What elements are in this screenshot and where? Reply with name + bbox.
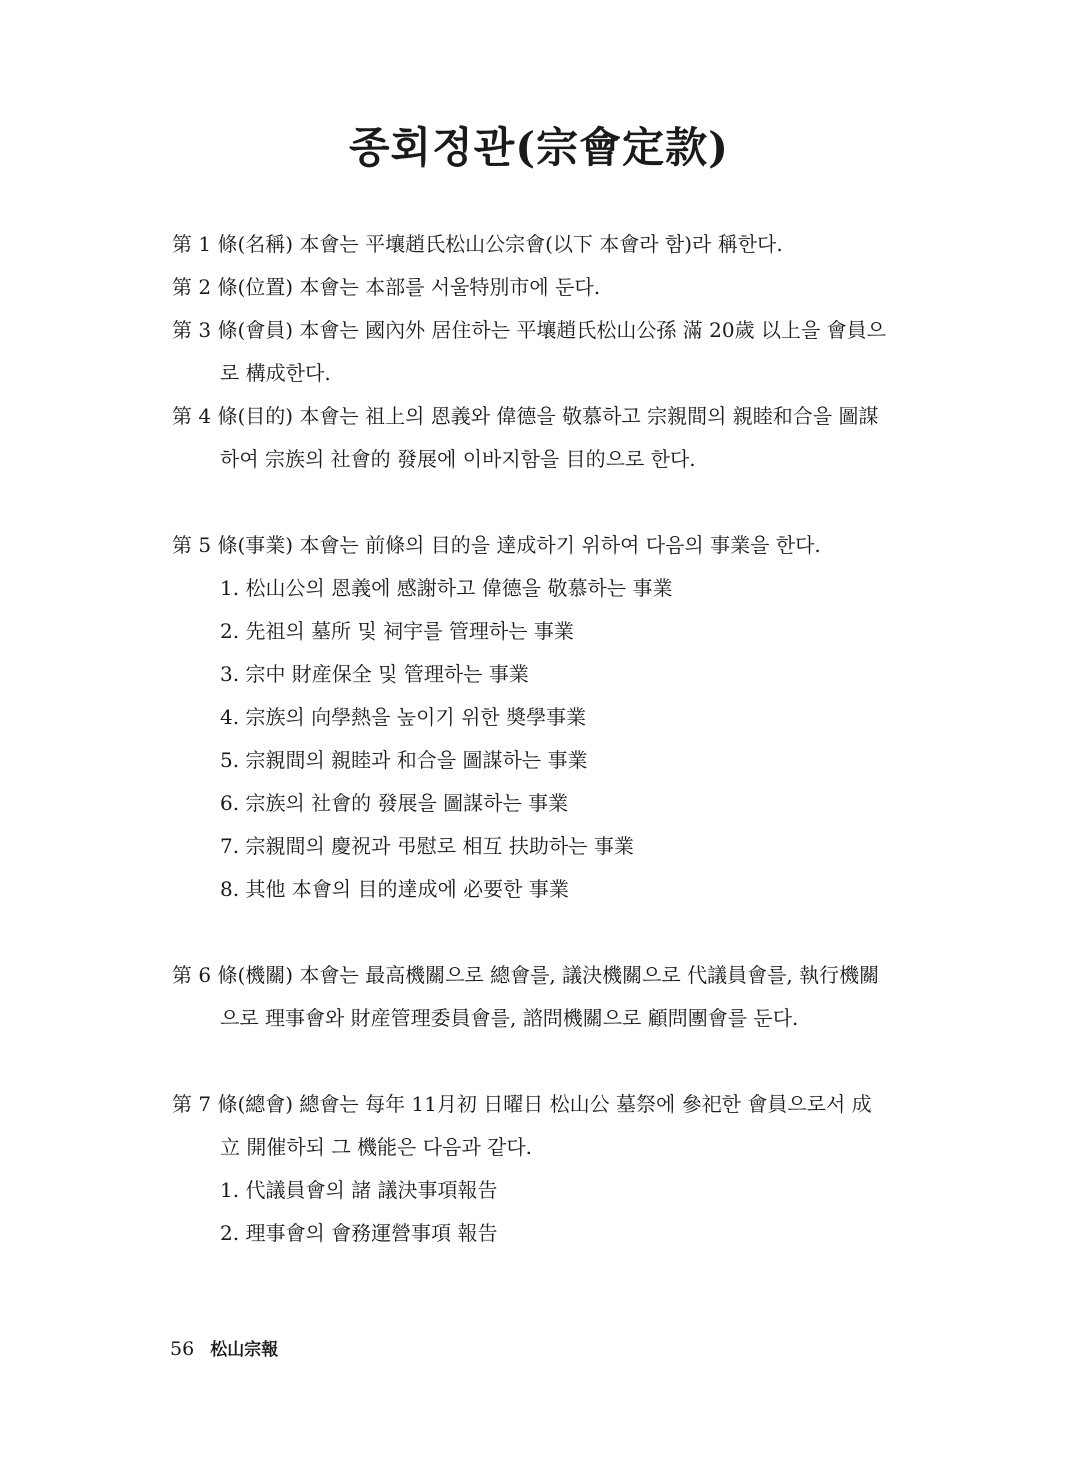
article-3-line-2: 로 構成한다. [220,361,331,385]
article-2 [172,266,912,309]
article-4 [172,395,912,481]
list-item: 2. 理事會의 會務運營事項 報告 [220,1221,498,1245]
list-item: 3. 宗中 財産保全 및 管理하는 事業 [220,662,529,686]
list-item: 7. 宗親間의 慶祝과 弔慰로 相互 扶助하는 事業 [220,834,634,858]
list-item: 4. 宗族의 向學熱을 높이기 위한 奬學事業 [220,705,587,729]
article-4-line-2: 하여 宗族의 社會的 發展에 이바지함을 目的으로 한다. [220,447,696,471]
paragraph-gap [172,481,912,524]
article-7-line-1: 第 7 條(總會) 總會는 每年 11月初 日曜日 松山公 墓祭에 參祀한 會員으로서 成 [172,1092,872,1116]
list-item: 6. 宗族의 社會的 發展을 圖謀하는 事業 [220,791,569,815]
list-item: 8. 其他 本會의 目的達成에 必要한 事業 [220,877,569,901]
article-4-line-1: 第 4 條(目的) 本會는 祖上의 恩義와 偉德을 敬慕하고 宗親間의 親睦和合을 圖謀 [172,404,879,428]
list-item: 2. 先祖의 墓所 및 祠宇를 管理하는 事業 [220,619,574,643]
article-5-line-1: 第 5 條(事業) 本會는 前條의 目的을 達成하기 위하여 다음의 事業을 한다. [172,533,821,557]
article-6-line-2: 으로 理事會와 財産管理委員會를, 諮問機關으로 顧問團會를 둔다. [220,1006,799,1030]
paragraph-gap [172,911,912,954]
document-body [172,223,912,1255]
page-footer [170,1334,278,1365]
article-7-list [172,1169,912,1255]
article-7 [172,1083,912,1255]
paragraph-gap [172,1040,912,1083]
publication-name: 松山宗報 [210,1340,279,1360]
list-item: 1. 松山公의 恩義에 感謝하고 偉德을 敬慕하는 事業 [220,576,673,600]
list-item: 5. 宗親間의 親睦과 和合을 圖謀하는 事業 [220,748,588,772]
article-6 [172,954,912,1040]
article-1-text: 第 1 條(名稱) 本會는 平壤趙氏松山公宗會(以下 本會라 함)라 稱한다. [172,232,783,256]
article-7-line-2: 立 開催하되 그 機能은 다음과 같다. [220,1135,533,1159]
article-1 [172,223,912,266]
page-title: 종회정관(宗會定款) [348,123,730,172]
list-item: 1. 代議員會의 諸 議決事項報告 [220,1178,498,1202]
article-3 [172,309,912,395]
article-5 [172,524,912,911]
article-3-line-1: 第 3 條(會員) 本會는 國內外 居住하는 平壤趙氏松山公孫 滿 20歲 以上을 會員으 [172,318,886,342]
page-number: 56 [170,1338,195,1360]
article-6-line-1: 第 6 條(機關) 本會는 最高機關으로 總會를, 議決機關으로 代議員會를, 執行機關 [172,963,880,987]
article-2-text: 第 2 條(位置) 本會는 本部를 서울特別市에 둔다. [172,275,601,299]
article-5-list [172,567,912,911]
